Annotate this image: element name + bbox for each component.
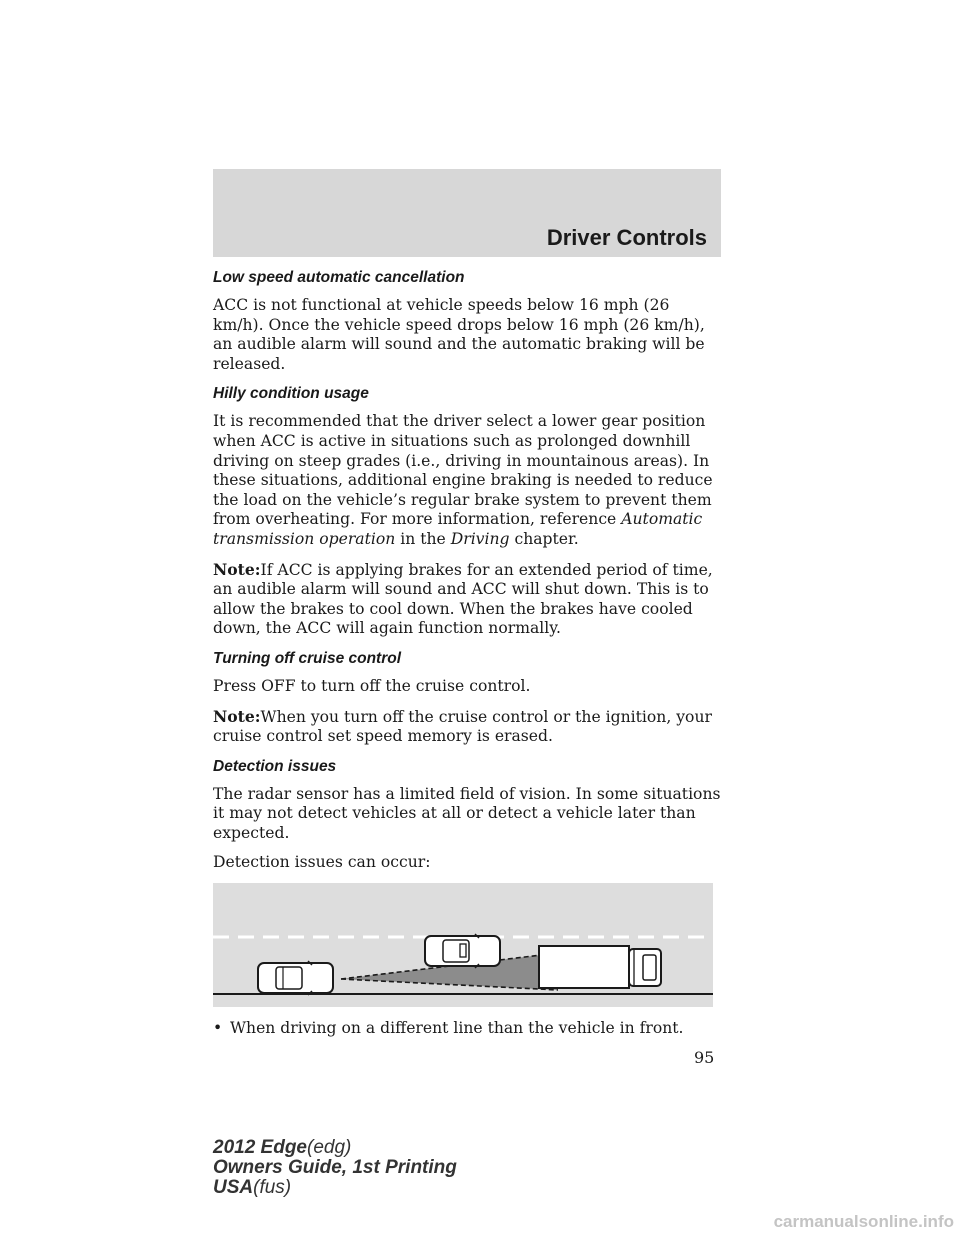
footer-line-model bbox=[213, 1138, 457, 1158]
bullet-item bbox=[213, 1019, 723, 1039]
footer-region-code: (fus) bbox=[253, 1177, 292, 1198]
note-label: Note: bbox=[213, 559, 261, 579]
paragraph-turning-off: Press OFF to turn off the cruise control. bbox=[213, 676, 531, 695]
document-footer bbox=[213, 1138, 457, 1198]
site-watermark: carmanualsonline.info bbox=[773, 1212, 954, 1231]
own-vehicle-icon bbox=[258, 961, 333, 995]
bullet-text: When driving on a different line than the vehicle in front. bbox=[230, 1019, 684, 1038]
heading-turning-off: Turning off cruise control bbox=[213, 649, 402, 667]
heading-detection: Detection issues bbox=[213, 757, 337, 775]
paragraph-detection: The radar sensor has a limited field of vision. In some situations it may not detect vehicles at all or detect a vehicle later than expected. bbox=[213, 784, 721, 842]
radar-detection-illustration bbox=[213, 883, 713, 1007]
footer-line-guide: Owners Guide, 1st Printing bbox=[213, 1157, 457, 1178]
heading-hilly: Hilly condition usage bbox=[213, 385, 369, 403]
adjacent-lane-car-icon bbox=[425, 934, 500, 968]
heading-low-speed: Low speed automatic cancellation bbox=[213, 269, 465, 286]
footer-region: USA bbox=[213, 1177, 254, 1198]
note-text: When you turn off the cruise control or the ignition, your cruise control set speed memory is erased. bbox=[213, 707, 712, 746]
ref-driving: Driving bbox=[450, 529, 510, 548]
hilly-body: It is recommended that the driver select a lower gear position when ACC is active in situations such as prolonged downhill driving on steep grades (i.e., driving in mountainous areas). In these situations, additional engine braking is needed to reduce the load on the vehicle’s regular brake system to prevent them from overheating. For more information, reference bbox=[213, 412, 713, 529]
hilly-ref-mid: in the bbox=[400, 529, 446, 548]
paragraph-hilly bbox=[213, 412, 723, 549]
footer-model-code: (edg) bbox=[307, 1137, 352, 1158]
footer-line-region bbox=[213, 1178, 457, 1198]
paragraph-detection-intro: Detection issues can occur: bbox=[213, 853, 431, 872]
note-turning-off bbox=[213, 707, 723, 747]
note-label: Note: bbox=[213, 706, 261, 726]
ref-automatic-transmission: Automatic transmission operation bbox=[213, 510, 703, 548]
truck-in-front-icon bbox=[539, 946, 661, 988]
hilly-ref-end: chapter. bbox=[514, 529, 579, 548]
footer-model: 2012 Edge bbox=[213, 1137, 307, 1158]
chapter-header-band bbox=[213, 169, 721, 257]
note-text: If ACC is applying brakes for an extended period of time, an audible alarm will sound and ACC will shut down. This is to allow the brakes to cool down. When the brakes have cooled down, the ACC will again function normally. bbox=[213, 560, 713, 638]
note-hilly bbox=[213, 560, 723, 639]
chapter-title: Driver Controls bbox=[546, 225, 707, 250]
page-content bbox=[213, 268, 723, 1039]
radar-detection-diagram bbox=[213, 883, 713, 1007]
page-number: 95 bbox=[694, 1048, 715, 1067]
bullet-marker: • bbox=[213, 1019, 223, 1038]
paragraph-low-speed: ACC is not functional at vehicle speeds below 16 mph (26 km/h). Once the vehicle speed drops below 16 mph (26 km/h), an audible alarm will sound and the automatic braking will be released. bbox=[213, 296, 705, 373]
